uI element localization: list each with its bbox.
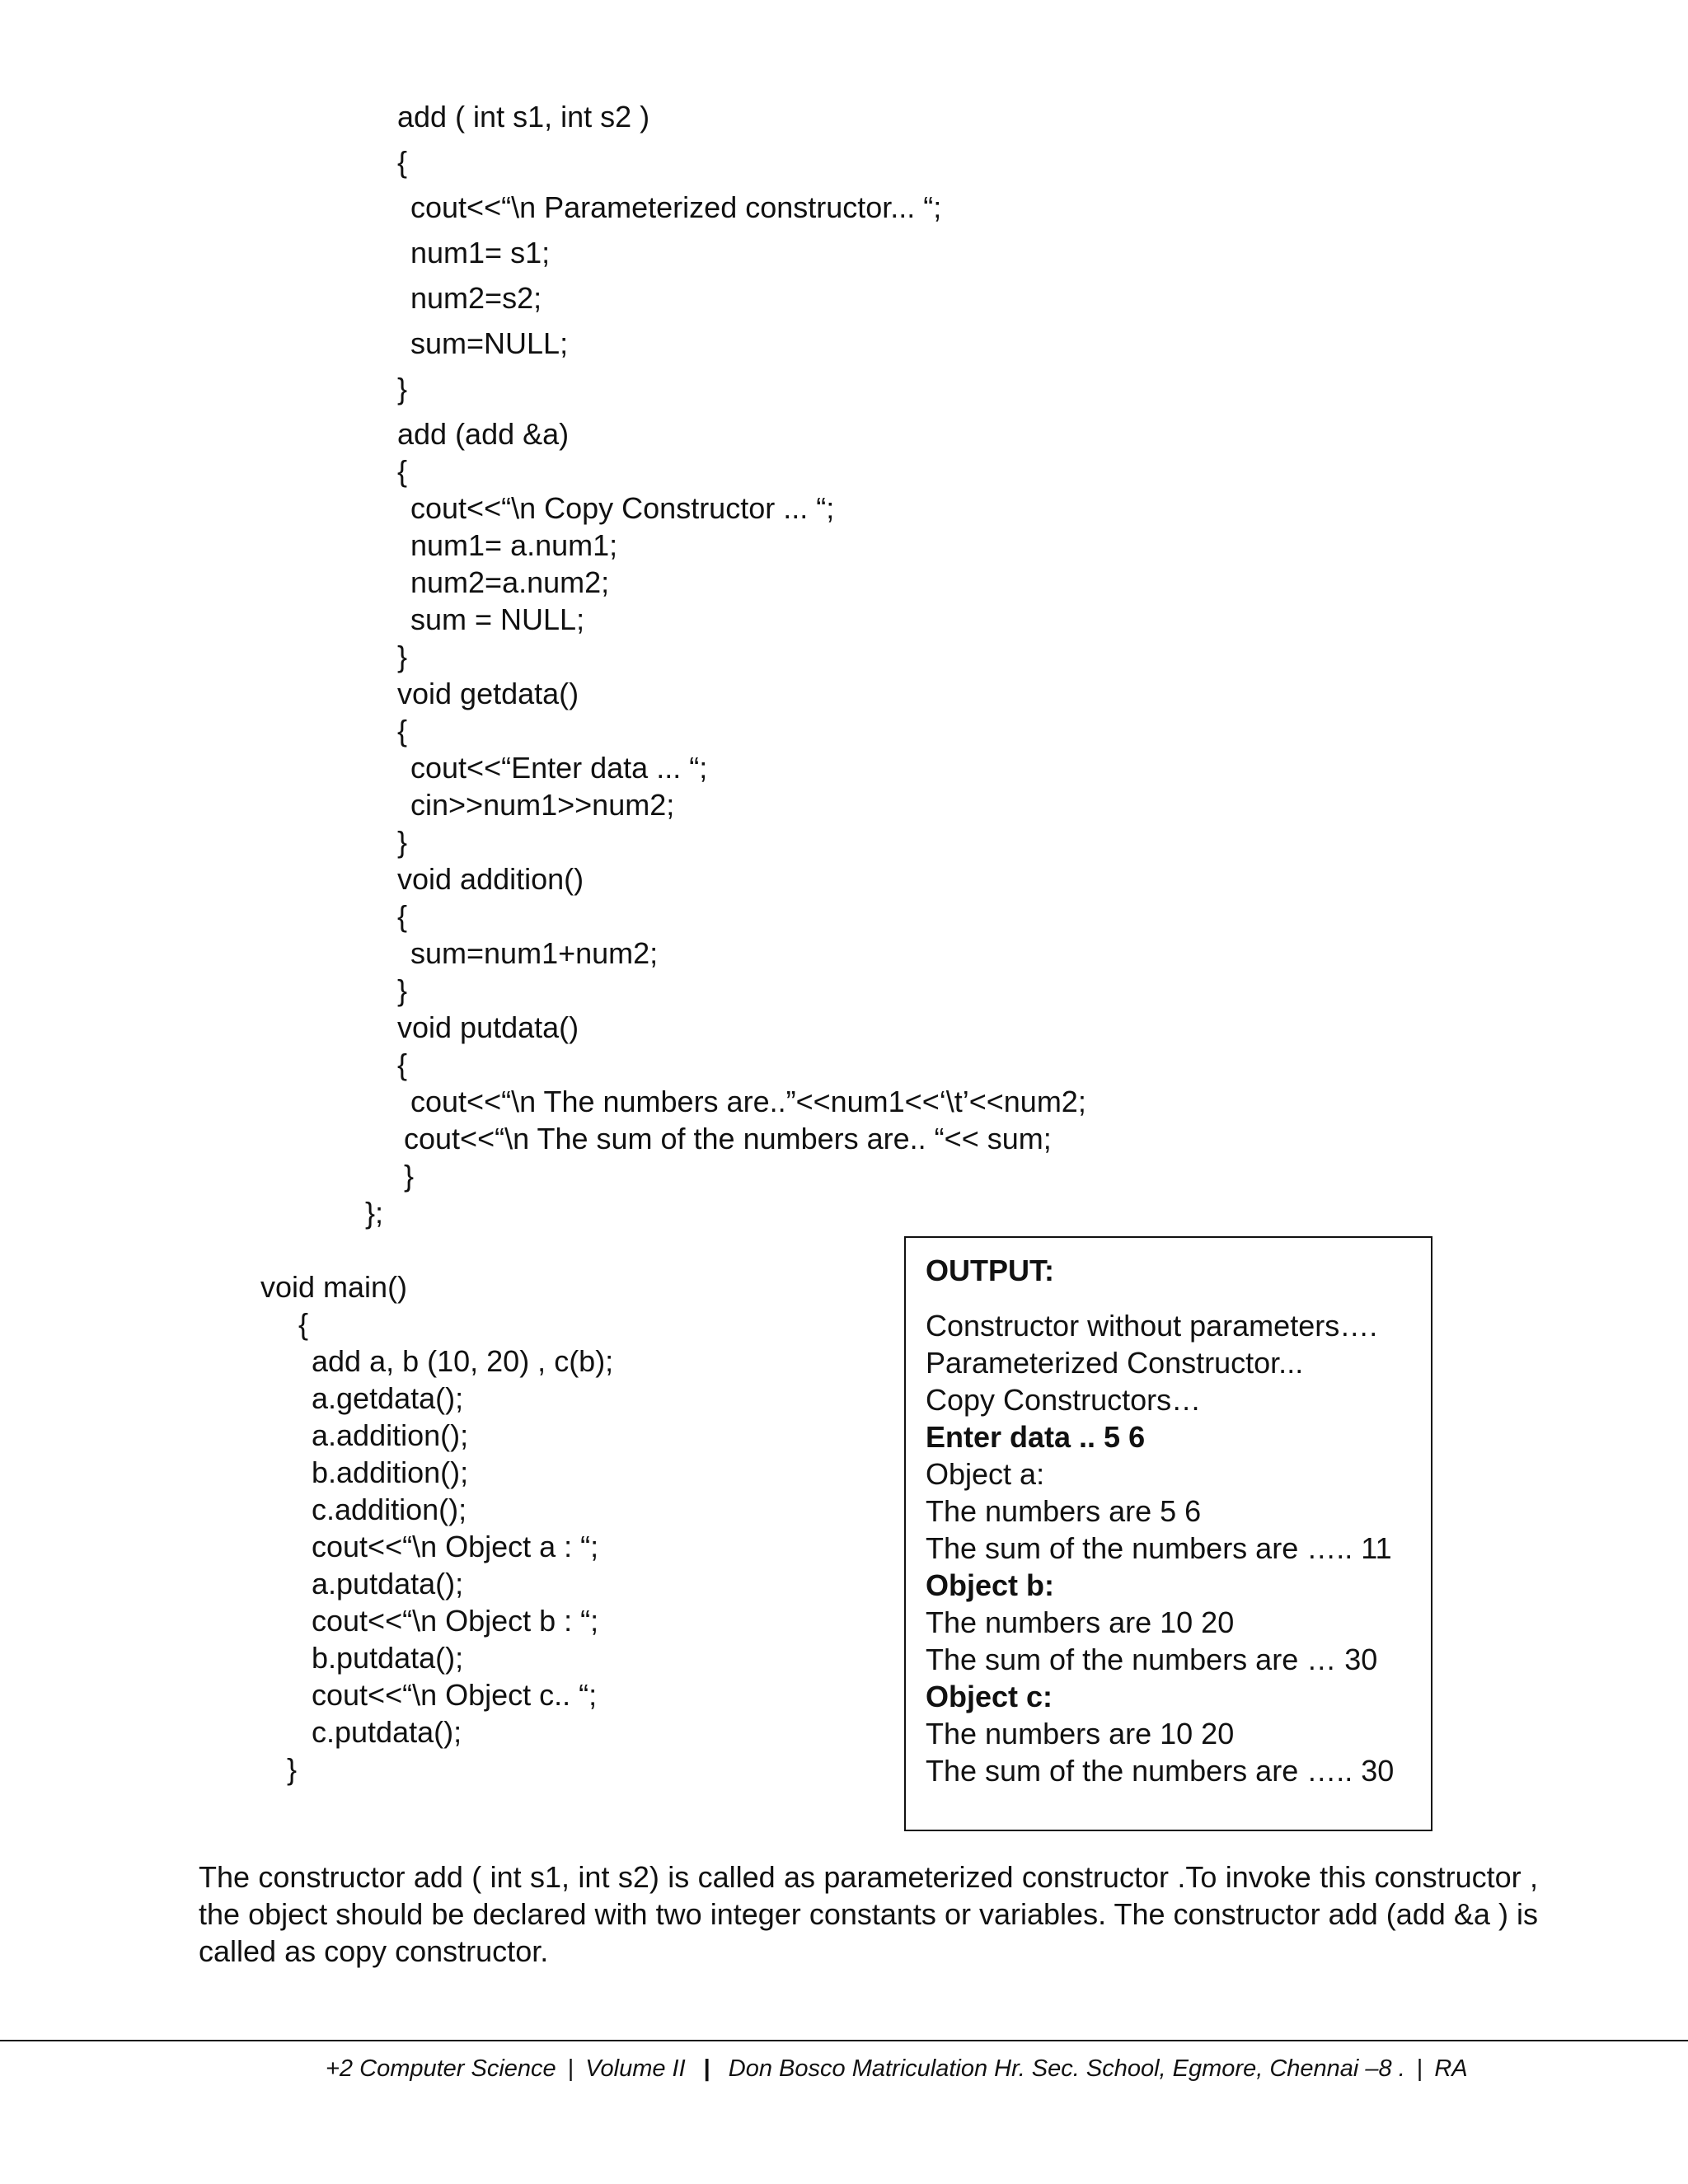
output-line: The sum of the numbers are ….. 11 (926, 1531, 1392, 1565)
output-line: The sum of the numbers are … 30 (926, 1643, 1378, 1676)
code-line: { (397, 145, 408, 179)
output-line: Object a: (926, 1457, 1045, 1491)
output-line: The sum of the numbers are ….. 30 (926, 1754, 1395, 1788)
code-line: } (397, 973, 408, 1007)
code-line: cout<<“Enter data ... “; (410, 751, 708, 785)
output-line: Copy Constructors… (926, 1383, 1202, 1417)
footer-volume: Volume II (585, 2055, 686, 2082)
code-line: a.putdata(); (312, 1567, 464, 1601)
output-line: Parameterized Constructor... (926, 1346, 1304, 1380)
output-line: Enter data .. 5 6 (926, 1420, 1146, 1454)
footer-divider (0, 2040, 1688, 2041)
code-line: cout<<“\n Object c.. “; (312, 1678, 598, 1712)
footer-separator: | (1416, 2055, 1423, 2082)
output-line: Constructor without parameters…. (926, 1309, 1378, 1343)
code-line: add (add &a) (397, 417, 570, 451)
code-line: sum=num1+num2; (410, 936, 659, 970)
code-line: } (404, 1159, 415, 1193)
output-line: The numbers are 5 6 (926, 1494, 1202, 1528)
footer-separator: | (703, 2055, 710, 2082)
code-line: num2=a.num2; (410, 565, 610, 599)
code-line: a.getdata(); (312, 1381, 464, 1415)
code-line: void putdata() (397, 1010, 579, 1044)
code-line: sum=NULL; (410, 326, 569, 360)
output-line: The numbers are 10 20 (926, 1605, 1235, 1639)
code-line: a.addition(); (312, 1418, 469, 1452)
code-line: { (397, 454, 408, 488)
footer (326, 2052, 1468, 2085)
code-line: num1= s1; (410, 236, 551, 269)
footer-school: Don Bosco Matriculation Hr. Sec. School, Egmore, Chennai –8 . (728, 2055, 1405, 2082)
code-line: { (397, 899, 408, 933)
output-line: Object c: (926, 1680, 1053, 1713)
code-line: b.addition(); (312, 1455, 469, 1489)
code-line: } (397, 640, 408, 673)
code-line: { (298, 1307, 309, 1341)
code-line: } (397, 372, 408, 405)
code-line: num1= a.num1; (410, 528, 618, 562)
code-line: { (397, 714, 408, 748)
output-box (904, 1236, 1432, 1831)
code-line: cout<<“\n Copy Constructor ... “; (410, 491, 835, 525)
footer-author: RA (1434, 2055, 1468, 2082)
code-line: void addition() (397, 862, 584, 896)
code-line: cout<<“\n Object b : “; (312, 1604, 599, 1638)
code-line: cout<<“\n Parameterized constructor... “; (410, 190, 942, 224)
code-line: sum = NULL; (410, 602, 585, 636)
output-heading: OUTPUT: (926, 1254, 1054, 1287)
code-line: cout<<“\n The numbers are..”<<num1<<‘\t’<<num2; (410, 1085, 1086, 1118)
code-line: cin>>num1>>num2; (410, 788, 675, 822)
code-line: } (397, 825, 408, 859)
explanation-paragraph: The constructor add ( int s1, int s2) is called as parameterized constructor .To invoke this constructor , the object should be declared with two integer constants or variables. The constructor add (add &a ) is called as copy constructor. (199, 1860, 1538, 1968)
code-line: add a, b (10, 20) , c(b); (312, 1344, 614, 1378)
output-line: The numbers are 10 20 (926, 1717, 1235, 1750)
footer-separator: | (567, 2055, 574, 2082)
code-line: }; (365, 1196, 384, 1230)
code-line: cout<<“\n Object a : “; (312, 1530, 599, 1563)
code-line: { (397, 1047, 408, 1081)
code-line: c.addition(); (312, 1493, 467, 1526)
code-line: void getdata() (397, 677, 579, 710)
output-line: Object b: (926, 1568, 1055, 1602)
code-line: add ( int s1, int s2 ) (397, 100, 650, 134)
code-line: cout<<“\n The sum of the numbers are.. “<< sum; (404, 1122, 1052, 1155)
code-line: } (287, 1752, 298, 1786)
code-line: b.putdata(); (312, 1641, 464, 1675)
code-line: c.putdata(); (312, 1715, 462, 1749)
code-line: num2=s2; (410, 281, 542, 315)
code-line: void main() (260, 1270, 408, 1304)
footer-course: +2 Computer Science (326, 2055, 556, 2082)
